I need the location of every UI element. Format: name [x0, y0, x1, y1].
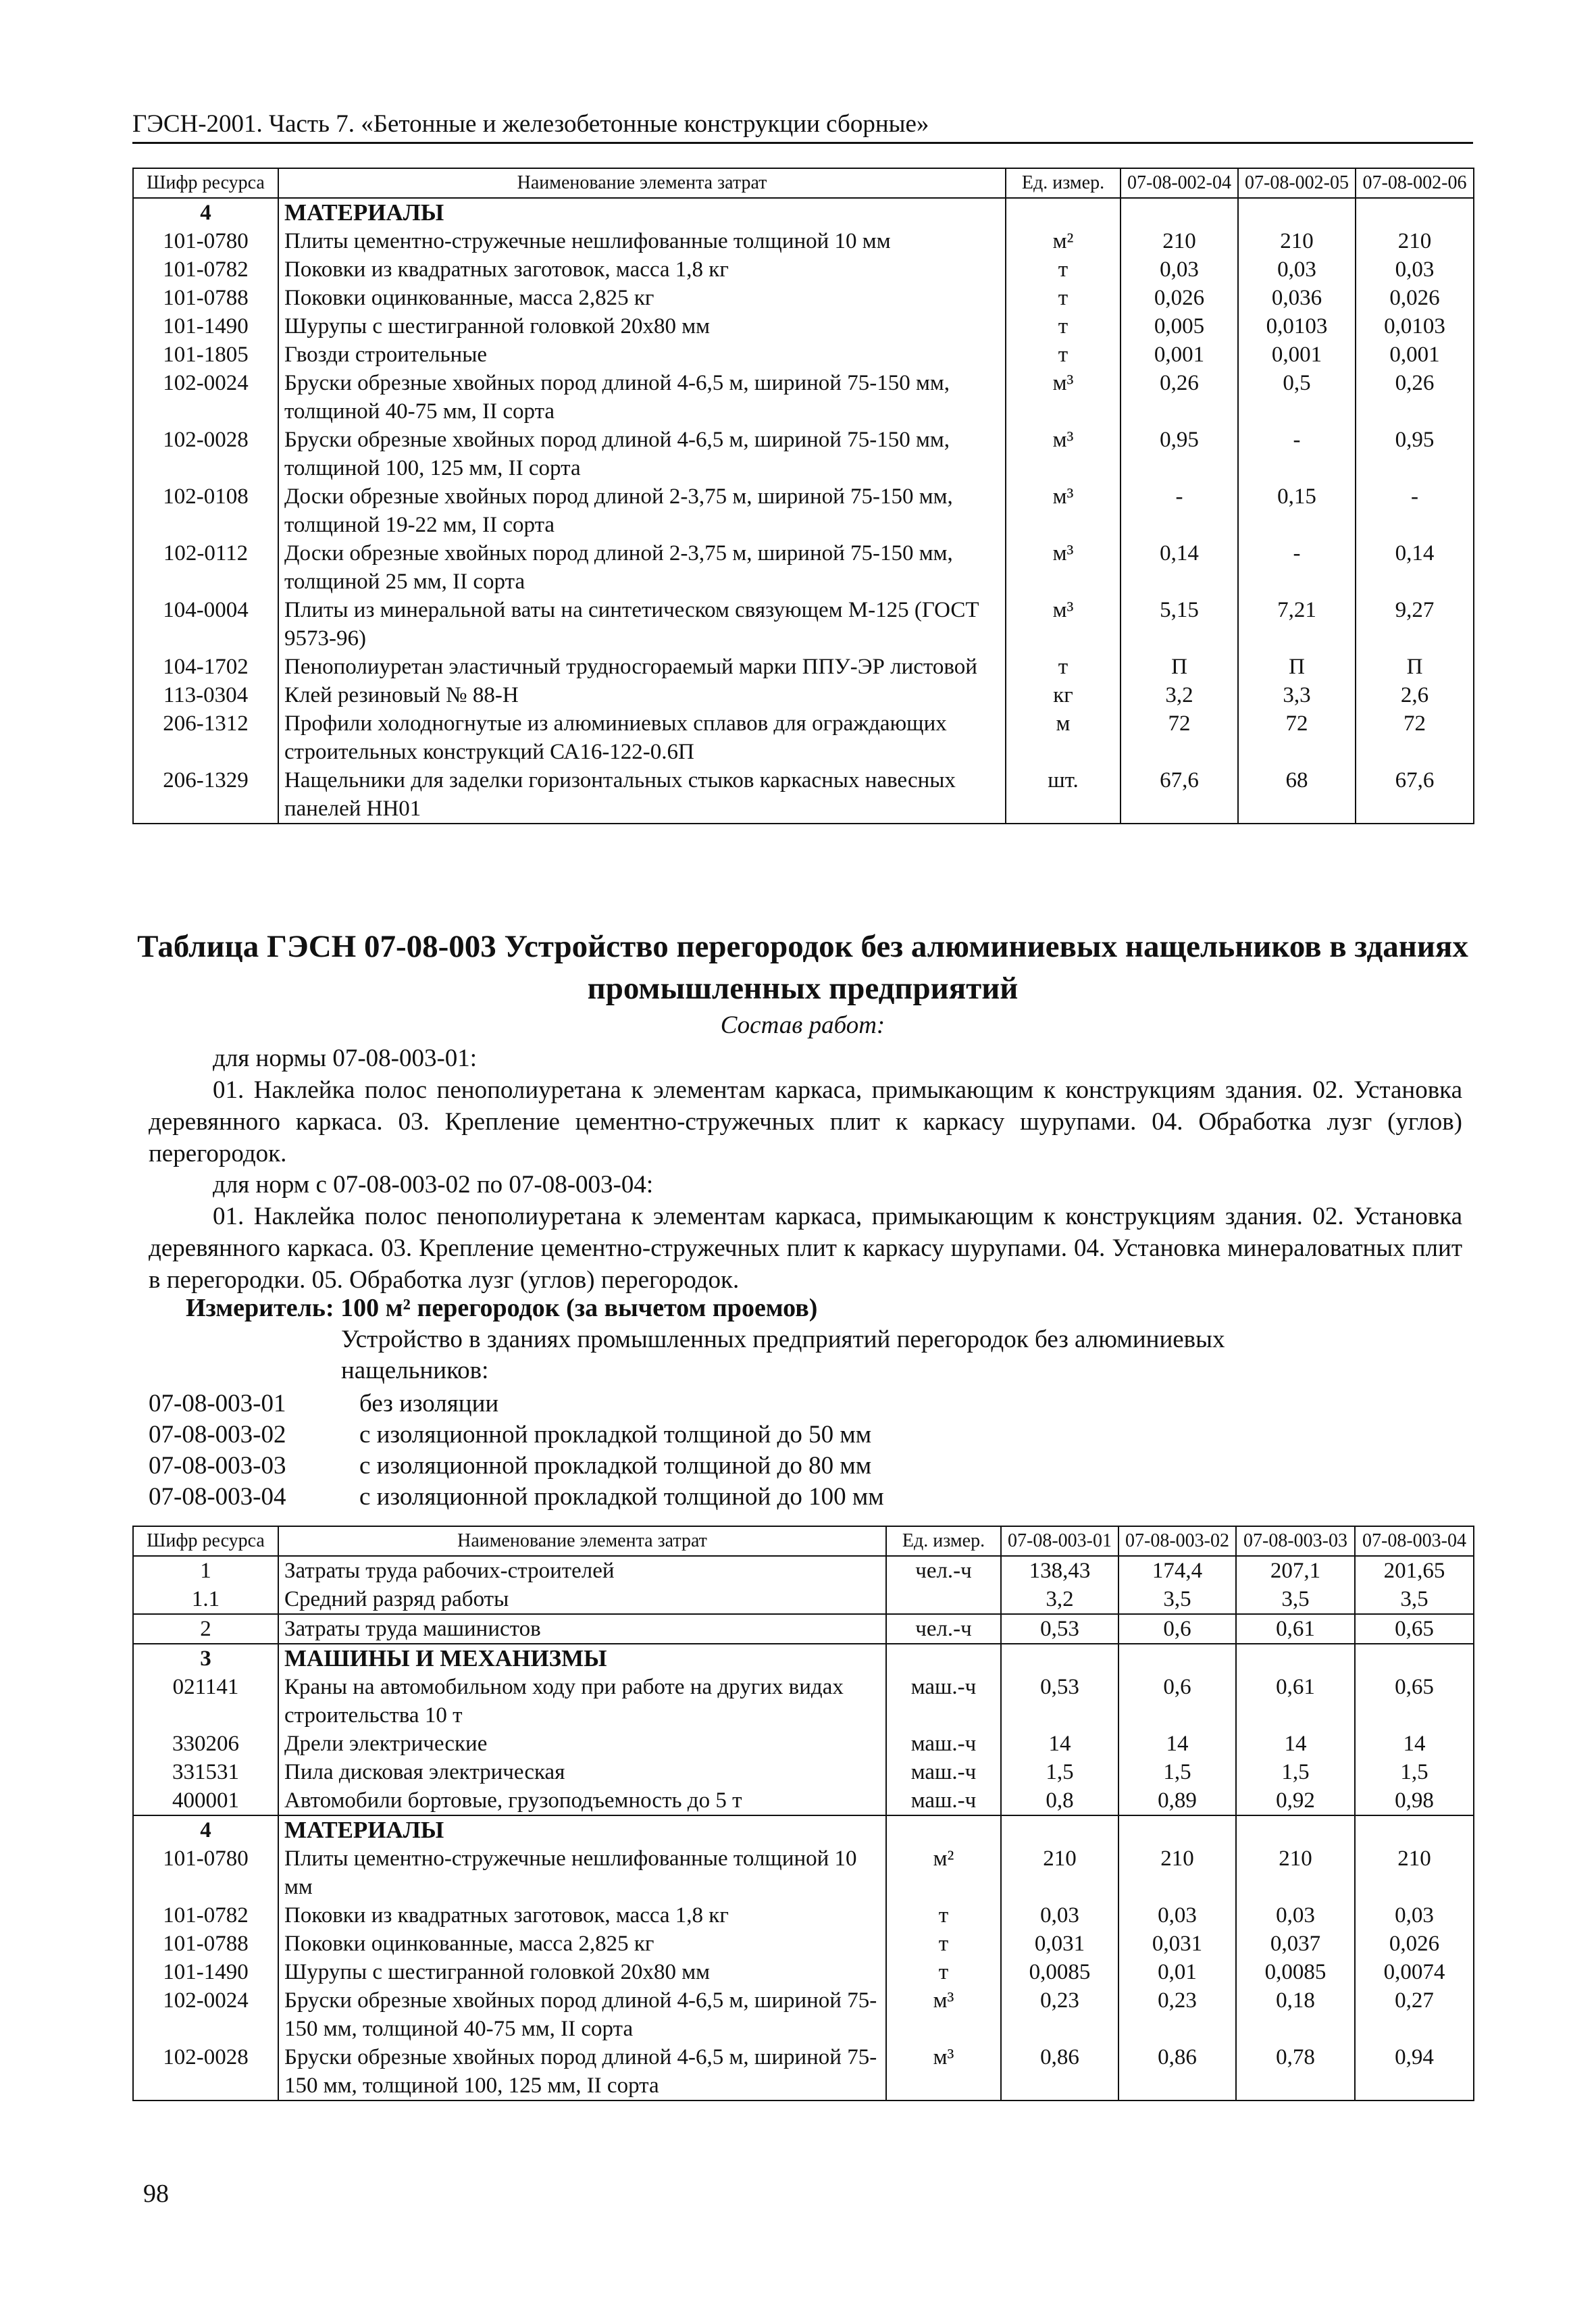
cell-value: 0,14 [1121, 539, 1238, 596]
cell-value: П [1121, 653, 1238, 681]
cell-name: МАТЕРИАЛЫ [278, 1815, 886, 1844]
cell-unit: маш.-ч [886, 1758, 1001, 1786]
cell-value: - [1238, 539, 1356, 596]
cell-code: 206-1329 [133, 766, 278, 824]
table-header-row [133, 1526, 1474, 1556]
cell-value: 72 [1356, 709, 1474, 766]
cell-value: 0,15 [1238, 482, 1356, 539]
cell-value: 0,001 [1121, 341, 1238, 369]
cell-value: 210 [1121, 227, 1238, 255]
cell-value: 5,15 [1121, 596, 1238, 653]
cell-value [1355, 1815, 1474, 1844]
cell-name: Плиты из минеральной ваты на синтетическом связующем М-125 (ГОСТ 9573-96) [278, 596, 1006, 653]
cell-name: Автомобили бортовые, грузоподъемность до 5 т [278, 1786, 886, 1815]
cell-name: Плиты цементно-стружечные нешлифованные толщиной 10 мм [278, 227, 1006, 255]
cell-name: Поковки из квадратных заготовок, масса 1,8 кг [278, 1901, 886, 1930]
cell-code: 3 [133, 1644, 278, 1673]
cell-code: 104-1702 [133, 653, 278, 681]
cell-code: 2 [133, 1614, 278, 1644]
resource-table-07-08-002 [132, 168, 1474, 824]
cell-value: 1,5 [1236, 1758, 1355, 1786]
cell-unit: т [886, 1930, 1001, 1958]
cell-unit: т [886, 1901, 1001, 1930]
column-header-name: Наименование элемента затрат [278, 168, 1006, 198]
column-header-norm: 07-08-003-02 [1118, 1526, 1236, 1556]
cell-unit: м³ [1006, 426, 1121, 482]
column-header-code: Шифр ресурса [133, 168, 278, 198]
cell-name: Поковки из квадратных заготовок, масса 1,8 кг [278, 255, 1006, 284]
cell-value: 210 [1356, 227, 1474, 255]
cell-value: 14 [1236, 1730, 1355, 1758]
cell-unit: т [1006, 341, 1121, 369]
cell-value: 0,65 [1355, 1614, 1474, 1644]
cell-value: 3,5 [1236, 1585, 1355, 1614]
cell-value: 0,036 [1238, 284, 1356, 312]
cell-unit: т [886, 1958, 1001, 1986]
cell-value: 210 [1238, 227, 1356, 255]
cell-value: - [1356, 482, 1474, 539]
cell-value: 1,5 [1355, 1758, 1474, 1786]
section-title: МАТЕРИАЛЫ [278, 198, 1006, 227]
table-row [133, 681, 1474, 709]
cell-name: Поковки оцинкованные, масса 2,825 кг [278, 284, 1006, 312]
table-row [133, 1901, 1474, 1930]
cell-value: 0,86 [1001, 2043, 1118, 2101]
cell-value: 0,01 [1118, 1958, 1236, 1986]
cell-value: 0,89 [1118, 1786, 1236, 1815]
cell-value: 72 [1121, 709, 1238, 766]
table-row [133, 596, 1474, 653]
cell-name: Бруски обрезные хвойных пород длиной 4-6,5 м, шириной 75-150 мм, толщиной 100, 125 мм, II сорта [278, 2043, 886, 2101]
cell-value: 0,98 [1355, 1786, 1474, 1815]
cell-value [1355, 1644, 1474, 1673]
table-row [133, 284, 1474, 312]
table-header-row [133, 168, 1474, 198]
cell-value: 0,23 [1001, 1986, 1118, 2043]
table-row [133, 1930, 1474, 1958]
norm1-label: для нормы 07-08-003-01: [213, 1045, 478, 1072]
cell-value: 138,43 [1001, 1556, 1118, 1585]
norm-code: 07-08-003-04 [149, 1483, 286, 1511]
cell-value: 3,2 [1001, 1585, 1118, 1614]
cell-code: 330206 [133, 1730, 278, 1758]
norm-desc: без изоляции [359, 1390, 499, 1417]
cell-name: Клей резиновый № 88-Н [278, 681, 1006, 709]
norm-list-item [149, 1419, 871, 1451]
cell-value: 0,03 [1356, 255, 1474, 284]
cell-code: 400001 [133, 1786, 278, 1815]
cell-code: 101-1805 [133, 341, 278, 369]
cell-value: 3,2 [1121, 681, 1238, 709]
column-header-norm: 07-08-003-01 [1001, 1526, 1118, 1556]
cell-name: Затраты труда рабочих-строителей [278, 1556, 886, 1585]
column-header-norm: 07-08-003-03 [1236, 1526, 1355, 1556]
norm2-label: для норм с 07-08-003-02 по 07-08-003-04: [213, 1171, 654, 1199]
cell-code: 113-0304 [133, 681, 278, 709]
cell-code: 102-0028 [133, 2043, 278, 2101]
running-header: ГЭСН-2001. Часть 7. «Бетонные и железобетонные конструкции сборные» [132, 108, 1473, 144]
cell-unit: кг [1006, 681, 1121, 709]
cell-code: 102-0112 [133, 539, 278, 596]
cell-value: 14 [1118, 1730, 1236, 1758]
column-header-norm: 07-08-002-06 [1356, 168, 1474, 198]
table-row [133, 766, 1474, 824]
cell-value: 207,1 [1236, 1556, 1355, 1585]
page-number: 98 [143, 2180, 169, 2208]
cell-value: 0,03 [1238, 255, 1356, 284]
cell-unit: м³ [886, 2043, 1001, 2101]
cell-name: Средний разряд работы [278, 1585, 886, 1614]
cell-code: 101-1490 [133, 1958, 278, 1986]
table-row [133, 1556, 1474, 1585]
cell-value: 14 [1001, 1730, 1118, 1758]
cell-value: 0,27 [1355, 1986, 1474, 2043]
cell-value: - [1121, 482, 1238, 539]
cell-value: 0,03 [1355, 1901, 1474, 1930]
table-row [133, 227, 1474, 255]
table-row [133, 312, 1474, 341]
cell-name: Шурупы с шестигранной головкой 20х80 мм [278, 1958, 886, 1986]
cell-unit: т [1006, 312, 1121, 341]
cell-unit: т [1006, 284, 1121, 312]
cell-value: 0,031 [1118, 1930, 1236, 1958]
table-row [133, 653, 1474, 681]
cell-name: МАШИНЫ И МЕХАНИЗМЫ [278, 1644, 886, 1673]
cell-unit: чел.-ч [886, 1556, 1001, 1585]
cell-value: 0,0103 [1356, 312, 1474, 341]
cell-code: 1 [133, 1556, 278, 1585]
table-row [133, 1758, 1474, 1786]
cell-code: 101-0782 [133, 1901, 278, 1930]
cell-name: Гвозди строительные [278, 341, 1006, 369]
section-row-materials [133, 198, 1474, 227]
cell-unit: м² [886, 1844, 1001, 1901]
cell-value: 0,5 [1238, 369, 1356, 426]
table-row [133, 255, 1474, 284]
cell-value [1236, 1644, 1355, 1673]
norm-code: 07-08-003-02 [149, 1421, 286, 1449]
table-row [133, 369, 1474, 426]
cell-value: 210 [1118, 1844, 1236, 1901]
norm-list-item [149, 1388, 498, 1419]
cell-unit: т [1006, 653, 1121, 681]
cell-value: 7,21 [1238, 596, 1356, 653]
cell-unit: чел.-ч [886, 1614, 1001, 1644]
cell-name: Плиты цементно-стружечные нешлифованные толщиной 10 мм [278, 1844, 886, 1901]
cell-value: 0,03 [1121, 255, 1238, 284]
cell-value: 0,95 [1356, 426, 1474, 482]
section-code: 4 [133, 198, 278, 227]
cell-value: 3,5 [1118, 1585, 1236, 1614]
norm-code: 07-08-003-03 [149, 1452, 286, 1480]
cell-value: 0,026 [1121, 284, 1238, 312]
section-row-machines [133, 1644, 1474, 1673]
table-row [133, 539, 1474, 596]
cell-name: Дрели электрические [278, 1730, 886, 1758]
cell-name: Доски обрезные хвойных пород длиной 2-3,75 м, шириной 75-150 мм, толщиной 19-22 мм, II сорта [278, 482, 1006, 539]
cell-unit: маш.-ч [886, 1673, 1001, 1730]
cell-unit: м³ [1006, 482, 1121, 539]
cell-name: Бруски обрезные хвойных пород длиной 4-6,5 м, шириной 75-150 мм, толщиной 40-75 мм, II сорта [278, 369, 1006, 426]
cell-name: Краны на автомобильном ходу при работе на других видах строительства 10 т [278, 1673, 886, 1730]
cell-value: 0,8 [1001, 1786, 1118, 1815]
cell-value: 210 [1236, 1844, 1355, 1901]
cell-unit: маш.-ч [886, 1730, 1001, 1758]
cell-code: 101-0782 [133, 255, 278, 284]
cell-name: Пенополиуретан эластичный трудносгораемый марки ППУ-ЭР листовой [278, 653, 1006, 681]
cell-code: 1.1 [133, 1585, 278, 1614]
column-header-norm: 07-08-003-04 [1355, 1526, 1474, 1556]
cell-value: 0,03 [1236, 1901, 1355, 1930]
cell-code: 102-0024 [133, 369, 278, 426]
cell-unit: м³ [886, 1986, 1001, 2043]
table-row [133, 709, 1474, 766]
cell-value: 0,0085 [1001, 1958, 1118, 1986]
cell-value: 0,95 [1121, 426, 1238, 482]
cell-unit: м³ [1006, 539, 1121, 596]
norm-desc: с изоляционной прокладкой толщиной до 50 мм [359, 1421, 872, 1449]
cell-unit: м² [1006, 227, 1121, 255]
section-row-materials [133, 1815, 1474, 1844]
table-row [133, 1844, 1474, 1901]
cell-name: Поковки оцинкованные, масса 2,825 кг [278, 1930, 886, 1958]
table-row [133, 1958, 1474, 1986]
cell-name: Нащельники для заделки горизонтальных стыков каркасных навесных панелей НН01 [278, 766, 1006, 824]
cell-code: 102-0028 [133, 426, 278, 482]
cell-value: 0,65 [1355, 1673, 1474, 1730]
cell-unit: м³ [1006, 596, 1121, 653]
cell-value: 0,23 [1118, 1986, 1236, 2043]
cell-code: 4 [133, 1815, 278, 1844]
cell-value: 14 [1355, 1730, 1474, 1758]
cell-value: 0,6 [1118, 1614, 1236, 1644]
cell-value [1118, 1644, 1236, 1673]
cell-value [1118, 1815, 1236, 1844]
cell-code: 331531 [133, 1758, 278, 1786]
cell-value: 0,0103 [1238, 312, 1356, 341]
table-row [133, 1614, 1474, 1644]
cell-code: 206-1312 [133, 709, 278, 766]
cell-value: 0,18 [1236, 1986, 1355, 2043]
cell-code: 102-0024 [133, 1986, 278, 2043]
cell-code: 101-0780 [133, 227, 278, 255]
cell-value: 72 [1238, 709, 1356, 766]
cell-value: 0,61 [1236, 1673, 1355, 1730]
cell-value: 0,001 [1356, 341, 1474, 369]
cell-unit: т [1006, 255, 1121, 284]
cell-value: 0,26 [1356, 369, 1474, 426]
cell-value: 210 [1001, 1844, 1118, 1901]
table-row [133, 482, 1474, 539]
cell-name: Профили холодногнутые из алюминиевых сплавов для ограждающих строительных конструкций СА16-122-0.6П [278, 709, 1006, 766]
cell-name: Пила дисковая электрическая [278, 1758, 886, 1786]
norm-desc: с изоляционной прокладкой толщиной до 80 мм [359, 1452, 872, 1480]
table-row [133, 1585, 1474, 1614]
norm-list-item [149, 1482, 884, 1513]
cell-value: - [1238, 426, 1356, 482]
cell-value: 67,6 [1121, 766, 1238, 824]
table-row [133, 426, 1474, 482]
column-header-name: Наименование элемента затрат [278, 1526, 886, 1556]
cell-value: П [1238, 653, 1356, 681]
cell-value: 0,6 [1118, 1673, 1236, 1730]
cell-value: 0,0085 [1236, 1958, 1355, 1986]
cell-code: 104-0004 [133, 596, 278, 653]
cell-code: 101-1490 [133, 312, 278, 341]
cell-unit: маш.-ч [886, 1786, 1001, 1815]
norm-code: 07-08-003-01 [149, 1390, 286, 1417]
cell-value: П [1356, 653, 1474, 681]
cell-value: 1,5 [1118, 1758, 1236, 1786]
cell-unit: м [1006, 709, 1121, 766]
norm-desc: с изоляционной прокладкой толщиной до 100 мм [359, 1483, 884, 1511]
table-body [133, 198, 1474, 824]
table-row [133, 1786, 1474, 1815]
column-header-norm: 07-08-002-04 [1121, 168, 1238, 198]
cell-value: 0,53 [1001, 1614, 1118, 1644]
column-header-code: Шифр ресурса [133, 1526, 278, 1556]
cell-value: 0,037 [1236, 1930, 1355, 1958]
cell-value: 0,001 [1238, 341, 1356, 369]
cell-value: 0,005 [1121, 312, 1238, 341]
cell-value: 68 [1238, 766, 1356, 824]
cell-value: 0,92 [1236, 1786, 1355, 1815]
column-header-norm: 07-08-002-05 [1238, 168, 1356, 198]
setting-description: Устройство в зданиях промышленных предприятий перегородок без алюминиевых нащельников: [341, 1326, 1225, 1384]
composition-heading: Состав работ: [720, 1011, 885, 1039]
cell-unit: м³ [1006, 369, 1121, 426]
cell-value [1236, 1815, 1355, 1844]
cell-value: 0,53 [1001, 1673, 1118, 1730]
cell-code: 102-0108 [133, 482, 278, 539]
table-row [133, 2043, 1474, 2101]
cell-code: 021141 [133, 1673, 278, 1730]
table-row [133, 341, 1474, 369]
cell-value: 0,86 [1118, 2043, 1236, 2101]
cell-name: Затраты труда машинистов [278, 1614, 886, 1644]
cell-value: 2,6 [1356, 681, 1474, 709]
table-row [133, 1673, 1474, 1730]
cell-value: 67,6 [1356, 766, 1474, 824]
cell-unit [886, 1644, 1001, 1673]
cell-value [1001, 1644, 1118, 1673]
cell-value: 174,4 [1118, 1556, 1236, 1585]
norm2-work-text: 01. Наклейка полос пенополиуретана к элементам каркаса, примыкающим к конструкциям здания. 02. Установка деревянного каркаса. 03. Крепление цементно-стружечных плит к каркасу шурупами. 04. Установка минераловатных плит в перегородки. 05. Обработка лузг (углов) перегородок. [149, 1203, 1462, 1294]
cell-value: 0,026 [1356, 284, 1474, 312]
cell-value: 0,03 [1118, 1901, 1236, 1930]
cell-value [1001, 1815, 1118, 1844]
cell-unit: шт. [1006, 766, 1121, 824]
cell-value: 3,5 [1355, 1585, 1474, 1614]
cell-value: 0,94 [1355, 2043, 1474, 2101]
norm1-work-text: 01. Наклейка полос пенополиуретана к элементам каркаса, примыкающим к конструкциям здания. 02. Установка деревянного каркаса. 03. Крепление цементно-стружечных плит к каркасу шурупами. 04. Обработка лузг (углов) перегородок. [149, 1076, 1462, 1167]
cell-code: 101-0788 [133, 1930, 278, 1958]
cell-value: 0,26 [1121, 369, 1238, 426]
table-title: Таблица ГЭСН 07-08-003 Устройство перегородок без алюминиевых нащельников в зданиях промышленных предприятий [137, 929, 1468, 1006]
cell-value: 0,03 [1001, 1901, 1118, 1930]
cell-value: 3,3 [1238, 681, 1356, 709]
cell-name: Бруски обрезные хвойных пород длиной 4-6,5 м, шириной 75-150 мм, толщиной 100, 125 мм, II сорта [278, 426, 1006, 482]
cell-value: 0,031 [1001, 1930, 1118, 1958]
measure-unit: Измеритель: 100 м² перегородок (за вычетом проемов) [186, 1294, 818, 1322]
table-body [133, 1556, 1474, 2101]
cell-name: Доски обрезные хвойных пород длиной 2-3,75 м, шириной 75-150 мм, толщиной 25 мм, II сорта [278, 539, 1006, 596]
cell-code: 101-0780 [133, 1844, 278, 1901]
norm-list-item [149, 1451, 871, 1482]
cell-value: 0,78 [1236, 2043, 1355, 2101]
cell-code: 101-0788 [133, 284, 278, 312]
column-header-unit: Ед. измер. [1006, 168, 1121, 198]
cell-value: 0,0074 [1355, 1958, 1474, 1986]
cell-value: 1,5 [1001, 1758, 1118, 1786]
resource-table-07-08-003 [132, 1526, 1474, 2101]
cell-value: 201,65 [1355, 1556, 1474, 1585]
table-row [133, 1986, 1474, 2043]
cell-name: Шурупы с шестигранной головкой 20х80 мм [278, 312, 1006, 341]
cell-value: 0,61 [1236, 1614, 1355, 1644]
cell-value: 0,026 [1355, 1930, 1474, 1958]
cell-unit [886, 1815, 1001, 1844]
cell-unit [886, 1585, 1001, 1614]
table-row [133, 1730, 1474, 1758]
cell-value: 0,14 [1356, 539, 1474, 596]
cell-value: 9,27 [1356, 596, 1474, 653]
cell-name: Бруски обрезные хвойных пород длиной 4-6,5 м, шириной 75-150 мм, толщиной 40-75 мм, II сорта [278, 1986, 886, 2043]
cell-value: 210 [1355, 1844, 1474, 1901]
column-header-unit: Ед. измер. [886, 1526, 1001, 1556]
